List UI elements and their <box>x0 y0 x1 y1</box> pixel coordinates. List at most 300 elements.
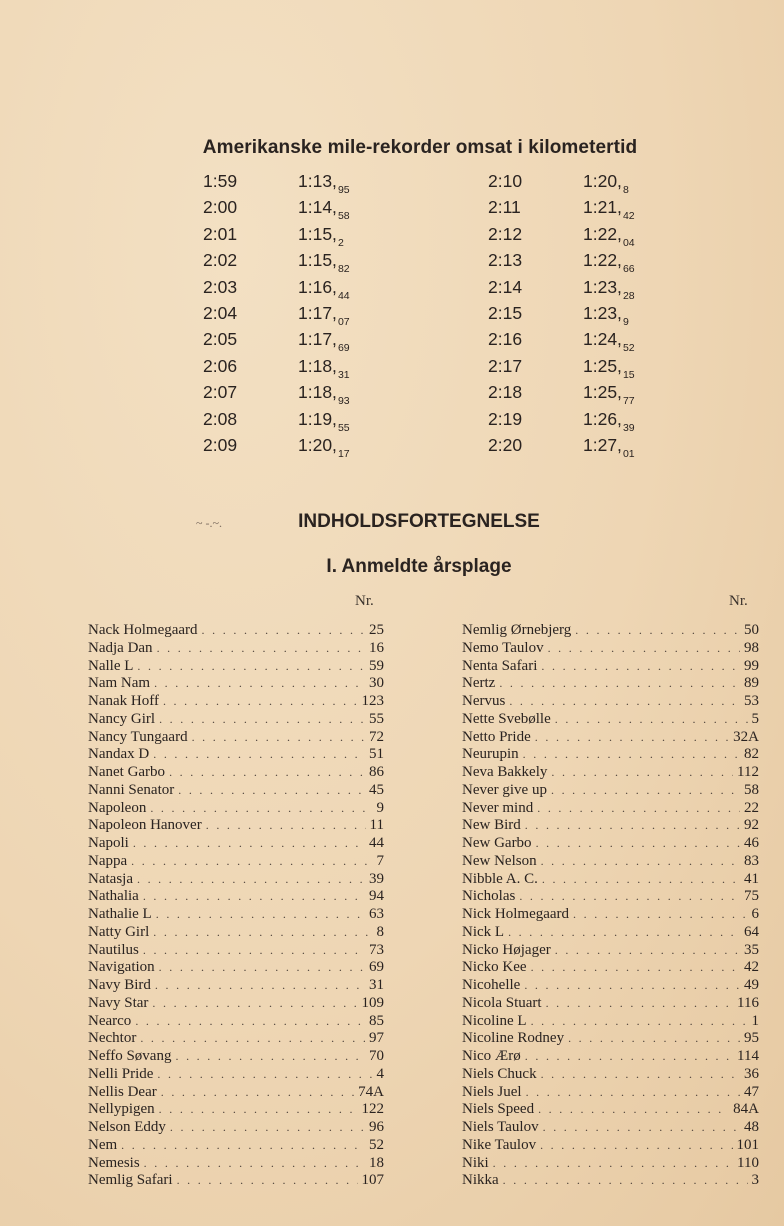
list-item <box>88 764 384 782</box>
km-time-decimal: 2 <box>337 236 344 249</box>
entry-number: 85 <box>369 1012 384 1029</box>
leader-dots <box>535 729 729 747</box>
leader-dots <box>540 1137 732 1155</box>
entry-name: Nike Taulov <box>462 1136 537 1153</box>
leader-dots <box>551 764 733 782</box>
list-item <box>88 1155 384 1173</box>
km-time-main: 1:18, <box>298 382 337 403</box>
list-item <box>462 1048 759 1066</box>
km-time-main: 1:26, <box>583 408 622 429</box>
mile-time: 2:10 <box>488 171 523 191</box>
entry-number: 52 <box>369 1136 384 1153</box>
list-item <box>88 888 384 906</box>
entry-name: Niki <box>462 1154 489 1171</box>
entry-name: Nicola Stuart <box>462 994 542 1011</box>
toc-list-left <box>88 622 384 1190</box>
leader-dots <box>177 1172 358 1190</box>
km-time-decimal: 15 <box>622 368 635 381</box>
leader-dots <box>143 888 365 906</box>
list-item <box>462 640 759 658</box>
entry-number: 116 <box>737 994 759 1011</box>
leader-dots <box>170 1119 365 1137</box>
entry-number: 45 <box>369 781 384 798</box>
list-item <box>462 977 759 995</box>
km-time-decimal: 58 <box>337 210 350 223</box>
entry-number: 70 <box>369 1048 384 1064</box>
entry-number: 16 <box>369 639 384 656</box>
km-time-decimal: 07 <box>337 315 350 328</box>
entry-name: Nanak Hoff <box>88 693 159 709</box>
list-item <box>462 675 759 693</box>
km-time-decimal: 52 <box>622 342 635 355</box>
entry-name: Nervus <box>462 693 506 709</box>
list-item <box>88 746 384 764</box>
leader-dots <box>568 1030 740 1048</box>
leader-dots <box>175 1048 365 1066</box>
entry-number: 39 <box>369 870 384 887</box>
list-item <box>88 871 384 889</box>
mile-time: 2:11 <box>488 197 521 218</box>
list-item <box>88 658 384 676</box>
entry-name: Netto Pride <box>462 728 531 745</box>
entry-number: 5 <box>751 710 759 727</box>
leader-dots <box>541 853 740 871</box>
leader-dots <box>153 924 372 942</box>
leader-dots <box>178 782 365 800</box>
entry-name: Nemo Taulov <box>462 639 544 656</box>
entry-number: 101 <box>736 1136 759 1153</box>
entry-name: Nertz <box>462 675 496 692</box>
list-item <box>88 995 384 1013</box>
entry-number: 3 <box>751 1172 759 1189</box>
km-time-main: 1:23, <box>583 276 622 297</box>
km-time-main: 1:25, <box>583 355 622 376</box>
list-item <box>88 693 384 711</box>
leader-dots <box>140 1030 365 1048</box>
mile-time: 2:05 <box>203 329 238 350</box>
mile-time: 2:12 <box>488 223 523 244</box>
leader-dots <box>542 871 740 889</box>
entry-name: Nemlig Safari <box>88 1172 173 1189</box>
list-item <box>462 1155 759 1173</box>
mile-time: 2:07 <box>203 382 238 403</box>
entry-number: 89 <box>744 675 759 692</box>
km-time <box>298 355 350 381</box>
entry-number: 110 <box>737 1154 759 1171</box>
km-time-decimal: 95 <box>337 184 350 196</box>
km-time-main: 1:15, <box>298 223 337 244</box>
leader-dots <box>152 995 357 1013</box>
entry-name: Nick Holmegaard <box>462 906 570 922</box>
entry-number: 123 <box>361 693 384 709</box>
entry-number: 96 <box>369 1119 384 1135</box>
entry-number: 82 <box>744 746 759 763</box>
km-time-main: 1:14, <box>298 197 337 218</box>
list-item <box>88 640 384 658</box>
entry-name: Nem <box>88 1136 118 1153</box>
entry-number: 94 <box>369 888 384 905</box>
entry-name: Never give up <box>462 781 547 798</box>
leader-dots <box>154 675 365 693</box>
list-item <box>462 959 759 977</box>
entry-name: New Bird <box>462 817 521 834</box>
mile-time: 2:08 <box>203 408 238 429</box>
km-time-decimal: 66 <box>622 263 635 276</box>
km-time <box>298 250 350 276</box>
leader-dots <box>537 800 740 818</box>
entry-name: Nibble A. C. <box>462 870 538 887</box>
stray-mark: ~ -.~. <box>196 516 222 530</box>
km-time-main: 1:17, <box>298 302 337 323</box>
entry-name: Napoleon Hanover <box>88 817 202 834</box>
km-time-decimal: 93 <box>337 395 350 408</box>
leader-dots <box>169 764 365 782</box>
km-time <box>298 197 350 223</box>
km-time <box>298 302 350 328</box>
list-item <box>88 782 384 800</box>
km-time-main: 1:16, <box>298 276 337 297</box>
leader-dots <box>541 658 740 676</box>
entry-name: Nam Nam <box>88 675 151 692</box>
entry-name: Nico Ærø <box>462 1048 521 1064</box>
km-time-decimal: 82 <box>337 263 350 276</box>
entry-number: 58 <box>744 781 759 798</box>
km-time <box>583 302 629 328</box>
list-item <box>462 1119 759 1137</box>
leader-dots <box>155 977 365 995</box>
entry-number: 31 <box>369 977 384 993</box>
km-time-main: 1:24, <box>583 329 622 350</box>
leader-dots <box>159 711 365 729</box>
entry-name: Napoli <box>88 835 129 851</box>
toc-subtitle: I. Anmeldte årsplage <box>326 556 512 577</box>
list-item <box>462 871 759 889</box>
entry-number: 59 <box>369 657 384 674</box>
km-time <box>583 250 635 276</box>
entry-name: Never mind <box>462 799 534 816</box>
leader-dots <box>144 1155 365 1173</box>
km-time-decimal: 28 <box>622 289 635 302</box>
leader-dots <box>499 675 740 693</box>
leader-dots <box>153 746 365 764</box>
entry-number: 107 <box>361 1172 384 1189</box>
km-time <box>583 434 635 460</box>
entry-number: 32A <box>733 728 759 745</box>
mile-time: 2:16 <box>488 329 523 350</box>
entry-number: 74A <box>358 1083 384 1100</box>
entry-number: 36 <box>744 1065 759 1082</box>
entry-number: 114 <box>737 1048 759 1064</box>
entry-name: Neva Bakkely <box>462 764 548 780</box>
leader-dots <box>523 746 740 764</box>
list-item <box>462 995 759 1013</box>
list-item <box>88 835 384 853</box>
km-time-decimal: 04 <box>622 236 635 249</box>
leader-dots <box>131 853 372 871</box>
entry-number: 46 <box>744 835 759 851</box>
leader-dots <box>541 1066 740 1084</box>
entry-name: Nearco <box>88 1012 132 1029</box>
list-item <box>88 1137 384 1155</box>
entry-number: 9 <box>376 799 384 816</box>
leader-dots <box>161 1084 354 1102</box>
km-time <box>583 382 635 408</box>
km-time-decimal: 31 <box>337 368 350 381</box>
km-time-decimal: 17 <box>337 447 350 460</box>
entry-name: Natty Girl <box>88 923 150 940</box>
entry-name: Niels Speed <box>462 1101 535 1118</box>
list-item <box>462 906 759 924</box>
km-time-main: 1:23, <box>583 302 622 323</box>
entry-number: 86 <box>369 764 384 780</box>
km-time-decimal: 44 <box>337 289 350 302</box>
entry-number: 97 <box>369 1030 384 1047</box>
entry-number: 99 <box>744 657 759 674</box>
list-item <box>462 924 759 942</box>
entry-number: 7 <box>376 852 384 869</box>
entry-name: Niels Taulov <box>462 1119 539 1135</box>
leader-dots <box>555 942 740 960</box>
entry-name: Navigation <box>88 959 155 976</box>
entry-name: Nicohelle <box>462 977 521 993</box>
list-item <box>462 1084 759 1102</box>
leader-dots <box>137 871 365 889</box>
entry-number: 1 <box>751 1012 759 1029</box>
list-item <box>462 711 759 729</box>
entry-name: Nautilus <box>88 941 139 958</box>
list-item <box>462 817 759 835</box>
leader-dots <box>575 622 740 640</box>
entry-name: Nicko Kee <box>462 959 527 976</box>
leader-dots <box>135 1013 365 1031</box>
km-time <box>298 382 350 408</box>
mile-time: 2:15 <box>488 302 523 323</box>
km-time <box>583 223 635 249</box>
km-time-main: 1:22, <box>583 223 622 244</box>
leader-dots <box>509 693 740 711</box>
leader-dots <box>555 711 748 729</box>
entry-name: Nanni Senator <box>88 781 175 798</box>
list-item <box>88 959 384 977</box>
entry-number: 35 <box>744 941 759 958</box>
list-item <box>462 853 759 871</box>
list-item <box>462 1172 759 1190</box>
entry-number: 72 <box>369 728 384 745</box>
list-item <box>88 942 384 960</box>
leader-dots <box>150 800 372 818</box>
list-item <box>88 711 384 729</box>
mile-time: 2:00 <box>203 197 238 218</box>
leader-dots <box>156 906 365 924</box>
entry-name: Nalle L <box>88 657 134 674</box>
entry-number: 92 <box>744 817 759 834</box>
km-time-main: 1:20, <box>583 171 622 191</box>
entry-name: Nelli Pride <box>88 1065 154 1082</box>
leader-dots <box>202 622 365 640</box>
entry-name: Nellis Dear <box>88 1083 157 1100</box>
mile-time: 2:14 <box>488 276 523 297</box>
list-item <box>88 1066 384 1084</box>
leader-dots <box>519 888 740 906</box>
leader-dots <box>551 782 740 800</box>
entry-name: Niels Juel <box>462 1083 522 1100</box>
entry-name: Nicko Højager <box>462 941 551 958</box>
km-time <box>298 223 344 249</box>
leader-dots <box>526 1084 740 1102</box>
entry-name: Niels Chuck <box>462 1065 537 1082</box>
entry-number: 8 <box>376 923 384 940</box>
leader-dots <box>543 1119 740 1137</box>
entry-name: Neurupin <box>462 746 519 763</box>
entry-number: 25 <box>369 622 384 638</box>
km-time <box>583 329 635 355</box>
km-time-decimal: 77 <box>622 395 635 408</box>
entry-name: Neffo Søvang <box>88 1048 172 1064</box>
entry-name: Nemlig Ørnebjerg <box>462 622 572 638</box>
mile-time: 2:18 <box>488 382 523 403</box>
entry-number: 112 <box>737 764 759 780</box>
km-time-main: 1:25, <box>583 382 622 403</box>
entry-name: Nicoline L <box>462 1012 527 1029</box>
list-item <box>88 853 384 871</box>
entry-name: Nellypigen <box>88 1101 155 1118</box>
leader-dots <box>531 959 740 977</box>
entry-name: Nathalia <box>88 888 139 905</box>
list-item <box>88 1101 384 1119</box>
entry-name: Nette Svebølle <box>462 710 551 727</box>
km-time <box>298 171 350 196</box>
leader-dots <box>548 640 740 658</box>
list-item <box>462 800 759 818</box>
mile-time: 1:59 <box>203 171 238 191</box>
entry-name: Nicoline Rodney <box>462 1030 565 1047</box>
km-time <box>298 408 350 434</box>
leader-dots <box>524 977 740 995</box>
entry-name: Natasja <box>88 870 133 887</box>
list-item <box>88 1084 384 1102</box>
km-time-main: 1:19, <box>298 408 337 429</box>
toc-title: INDHOLDSFORTEGNELSE <box>298 511 540 532</box>
km-time-main: 1:22, <box>583 250 622 271</box>
entry-name: Nancy Girl <box>88 710 156 727</box>
km-time-main: 1:21, <box>583 197 622 218</box>
entry-name: Nick L <box>462 923 505 940</box>
km-time-main: 1:18, <box>298 355 337 376</box>
entry-number: 49 <box>744 977 759 993</box>
entry-name: Nanet Garbo <box>88 764 166 780</box>
entry-name: Nancy Tungaard <box>88 728 188 745</box>
list-item <box>462 1030 759 1048</box>
leader-dots <box>525 1048 733 1066</box>
list-item <box>462 658 759 676</box>
list-item <box>462 693 759 711</box>
list-item <box>462 1066 759 1084</box>
entry-number: 53 <box>744 693 759 709</box>
km-time <box>298 329 350 355</box>
entry-number: 48 <box>744 1119 759 1135</box>
mile-time: 2:06 <box>203 355 238 376</box>
km-time <box>298 276 350 302</box>
entry-number: 55 <box>369 710 384 727</box>
km-time-decimal: 39 <box>622 421 635 434</box>
entry-number: 122 <box>361 1101 384 1118</box>
list-item <box>88 675 384 693</box>
entry-number: 18 <box>369 1154 384 1171</box>
km-time-decimal: 01 <box>622 447 635 460</box>
entry-number: 42 <box>744 959 759 976</box>
mile-time: 2:01 <box>203 223 238 244</box>
mile-time: 2:13 <box>488 250 523 271</box>
entry-number: 11 <box>369 817 384 834</box>
mile-time: 2:04 <box>203 302 238 323</box>
mile-time: 2:20 <box>488 434 523 455</box>
list-item <box>88 906 384 924</box>
nr-header-right: Nr. <box>729 593 748 609</box>
list-item <box>462 1137 759 1155</box>
mile-time: 2:09 <box>203 434 238 455</box>
km-time-main: 1:17, <box>298 329 337 350</box>
leader-dots <box>538 1101 729 1119</box>
leader-dots <box>157 640 365 658</box>
entry-name: Nack Holmegaard <box>88 622 198 638</box>
list-item <box>462 764 759 782</box>
leader-dots <box>503 1172 748 1190</box>
km-time-decimal: 69 <box>337 342 350 355</box>
km-time <box>583 355 635 381</box>
entry-number: 95 <box>744 1030 759 1047</box>
entry-name: Nechtor <box>88 1030 137 1047</box>
leader-dots <box>493 1155 733 1173</box>
leader-dots <box>192 729 365 747</box>
entry-name: Nappa <box>88 852 128 869</box>
leader-dots <box>137 658 365 676</box>
leader-dots <box>536 835 740 853</box>
entry-number: 6 <box>751 906 759 922</box>
list-item <box>88 1013 384 1031</box>
list-item <box>462 782 759 800</box>
km-time <box>298 434 350 460</box>
entry-number: 41 <box>744 870 759 887</box>
mile-time: 2:02 <box>203 250 238 271</box>
list-item <box>462 1013 759 1031</box>
entry-name: Nandax D <box>88 746 150 763</box>
entry-number: 84A <box>733 1101 759 1118</box>
km-time-main: 1:20, <box>298 434 337 455</box>
entry-number: 51 <box>369 746 384 763</box>
km-time <box>583 408 635 434</box>
leader-dots <box>133 835 365 853</box>
list-item <box>88 817 384 835</box>
leader-dots <box>525 817 740 835</box>
entry-number: 98 <box>744 639 759 656</box>
entry-number: 64 <box>744 923 759 940</box>
entry-number: 83 <box>744 852 759 869</box>
mile-time: 2:17 <box>488 355 523 376</box>
entry-number: 4 <box>376 1065 384 1082</box>
entry-number: 44 <box>369 835 384 851</box>
km-time-decimal: 8 <box>622 184 629 196</box>
toc-list-right <box>462 622 759 1190</box>
leader-dots <box>163 693 358 711</box>
list-item <box>462 835 759 853</box>
entry-number: 63 <box>369 906 384 922</box>
km-time-decimal: 55 <box>337 421 350 434</box>
mile-time: 2:19 <box>488 408 523 429</box>
entry-name: New Nelson <box>462 852 537 869</box>
leader-dots <box>159 1101 358 1119</box>
list-item <box>88 1172 384 1190</box>
km-time-main: 1:13, <box>298 171 337 191</box>
